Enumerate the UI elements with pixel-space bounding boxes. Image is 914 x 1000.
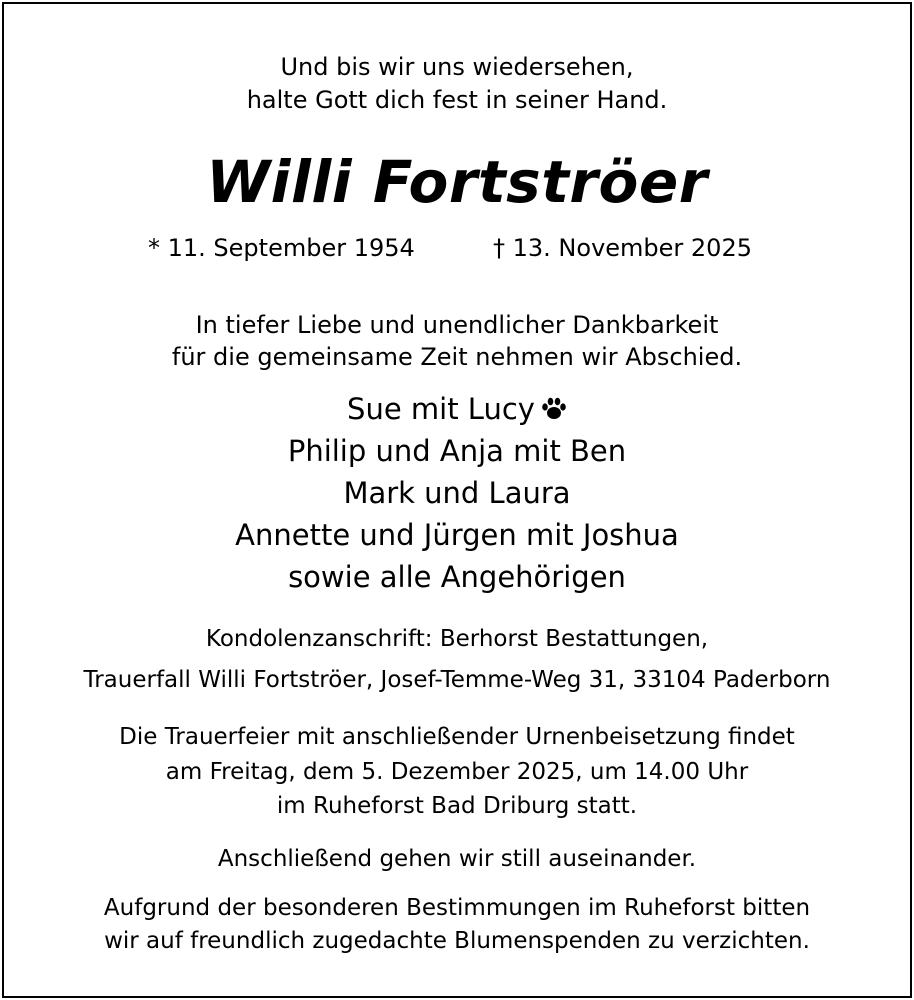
condolence-line-2: Trauerfall Willi Fortströer, Josef-Temme-Weg 31, 33104 Paderborn (83, 667, 831, 693)
birth-date: * 11. September 1954 (148, 234, 415, 262)
mourner-line-4: Annette und Jürgen mit Joshua (235, 518, 679, 552)
mourner-name: Sue mit Lucy (347, 392, 535, 426)
service-line-1: Die Trauerfeier mit anschließender Urnenbeisetzung findet (119, 724, 795, 750)
condolence-line-1: Kondolenzanschrift: Berhorst Bestattungen, (205, 626, 709, 652)
mourner-line-5: sowie alle Angehörigen (288, 560, 626, 594)
intro-line-1: In tiefer Liebe und unendlicher Dankbarkeit (195, 311, 719, 339)
closing-line: Anschließend gehen wir still auseinander. (217, 846, 697, 872)
deceased-name: Willi Fortströer (206, 148, 708, 216)
flowers-line-2: wir auf freundlich zugedachte Blumenspenden zu verzichten. (104, 928, 810, 954)
mourner-line-1 (0, 392, 914, 426)
mourner-line-2: Philip und Anja mit Ben (287, 434, 627, 468)
intro-line-2: für die gemeinsame Zeit nehmen wir Abschied. (171, 343, 743, 371)
paw-print-icon (541, 397, 567, 426)
service-line-3: im Ruheforst Bad Driburg statt. (276, 793, 638, 819)
verse-line-1: Und bis wir uns wiedersehen, (280, 53, 634, 81)
death-date: † 13. November 2025 (493, 234, 752, 262)
flowers-line-1: Aufgrund der besonderen Bestimmungen im Ruheforst bitten (103, 895, 811, 921)
mourner-line-3: Mark und Laura (343, 476, 571, 510)
verse-line-2: halte Gott dich fest in seiner Hand. (246, 86, 668, 114)
service-line-2: am Freitag, dem 5. Dezember 2025, um 14.00 Uhr (165, 759, 749, 785)
